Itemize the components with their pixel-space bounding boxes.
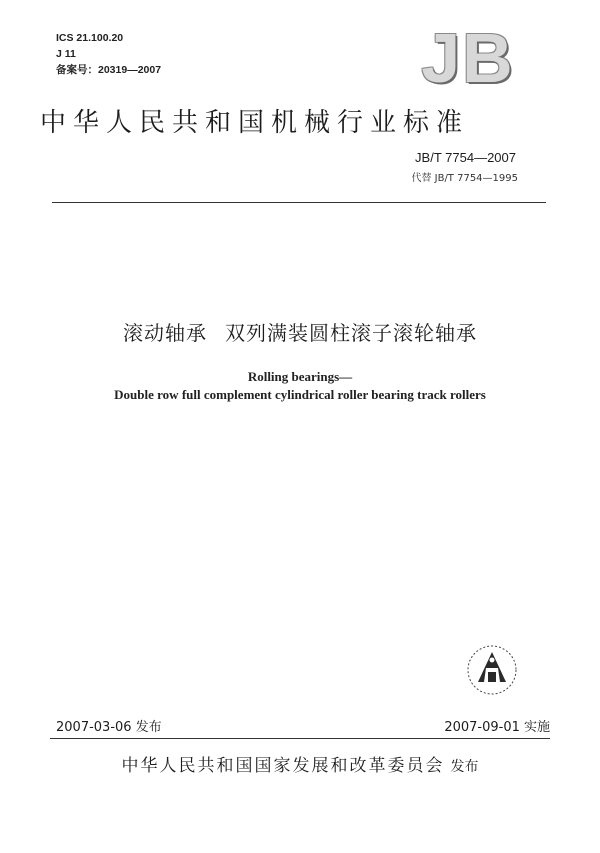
standard-number: JB/T 7754—2007 xyxy=(415,150,516,165)
footer-divider xyxy=(50,738,550,739)
header-divider xyxy=(52,202,546,203)
org-title: 中华人民共和国机械行业标准 xyxy=(40,108,470,138)
classification-code: J 11 xyxy=(56,48,76,60)
record-number: 备案号：20319—2007 xyxy=(56,64,162,76)
publisher-emblem-icon xyxy=(462,638,522,702)
chinese-title-part1: 滚动轴承 xyxy=(123,321,207,345)
english-title-line1: Rolling bearings— xyxy=(247,369,353,384)
chinese-title-part2: 双列满装圆柱滚子滚轮轴承 xyxy=(225,321,477,345)
issuing-authority xyxy=(0,751,600,776)
ics-code: ICS 21.100.20 xyxy=(56,32,124,44)
issuer-suffix: 发布 xyxy=(450,759,479,775)
replaced-standard: 代替 JB/T 7754—1995 xyxy=(411,173,518,184)
publish-date: 2007-03-06 发布 xyxy=(56,720,162,735)
english-title-line2: Double row full complement cylindrical roller bearing track rollers xyxy=(114,387,486,402)
chinese-title xyxy=(0,317,600,346)
implementation-date: 2007-09-01 实施 xyxy=(444,720,550,735)
issuer-name: 中华人民共和国国家发展和改革委员会 xyxy=(121,756,445,776)
jb-logo: JB xyxy=(421,19,515,97)
